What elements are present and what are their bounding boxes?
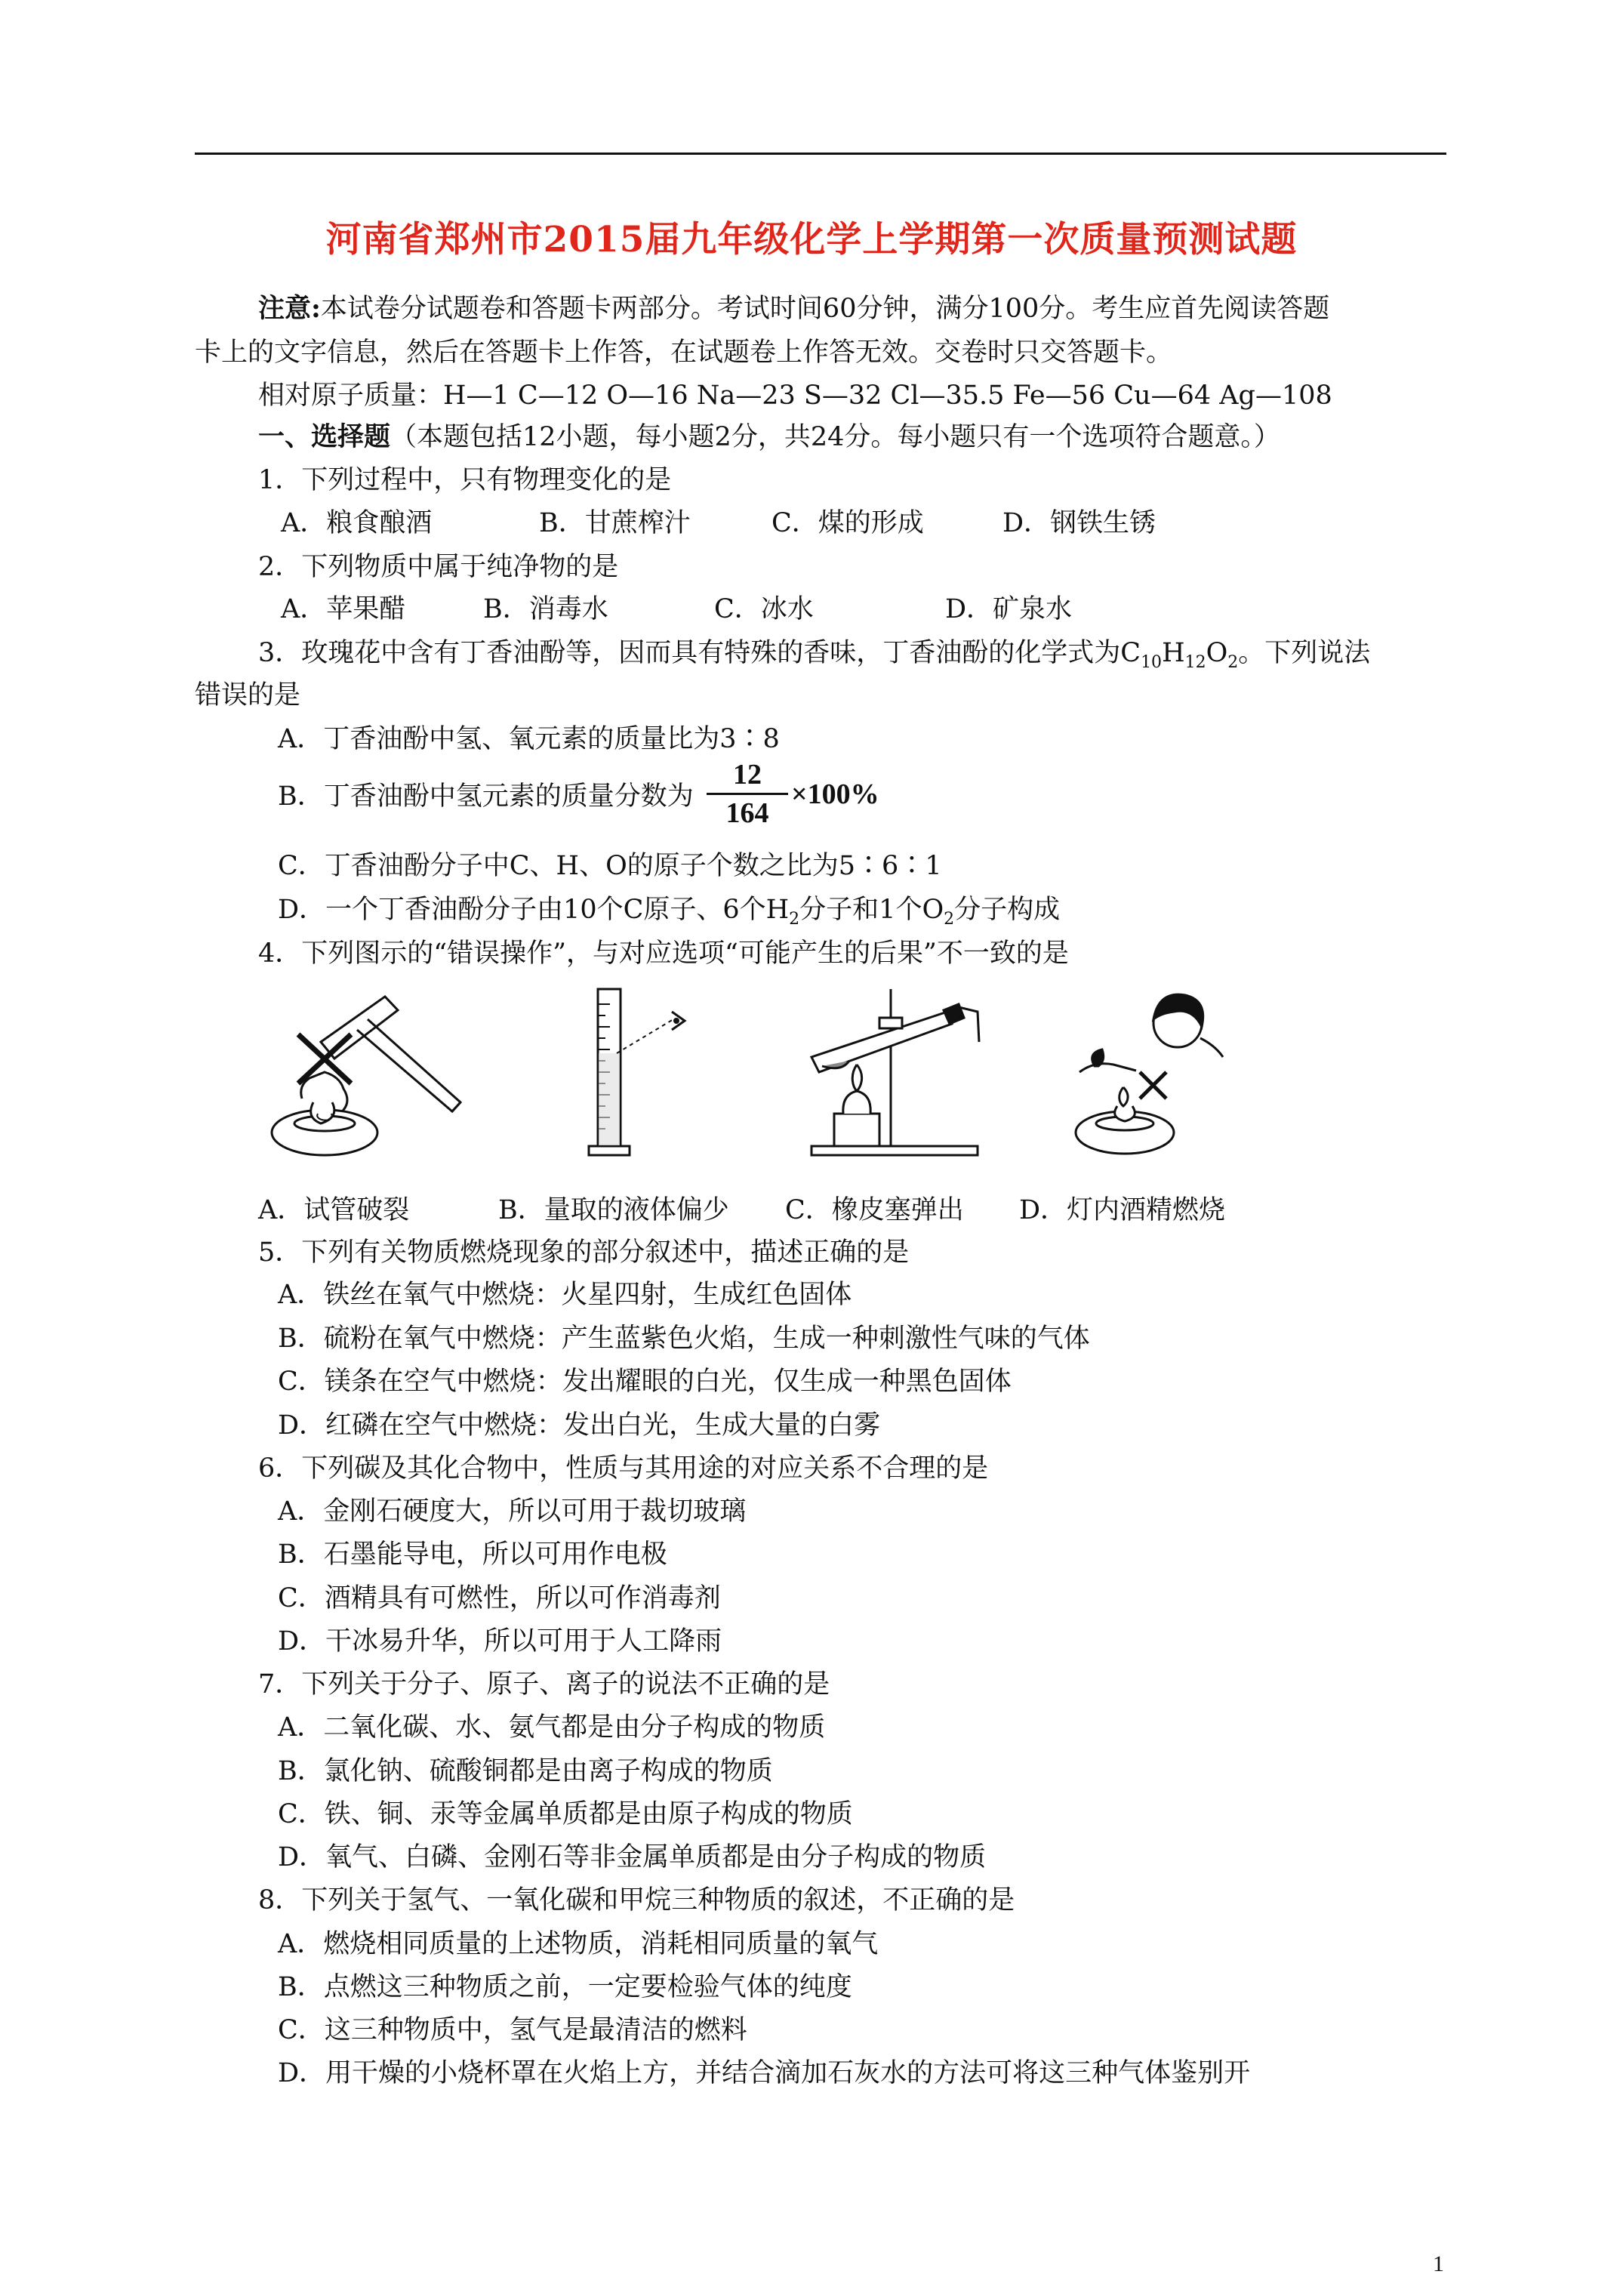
q3-option-d-text-1: D．一个丁香油酚分子由10个C原子、6个H	[278, 895, 790, 925]
notice-line-2: 卡上的文字信息，然后在答题卡上作答，在试题卷上作答无效。交卷时只交答题卡。	[195, 337, 1173, 368]
q3-option-d-text-3: 分子构成	[954, 895, 1061, 925]
q2-option-a: A．苹果醋	[281, 594, 406, 624]
q1-option-c: C．煤的形成	[771, 508, 924, 538]
q8-stem: 8．下列关于氢气、一氧化碳和甲烷三种物质的叙述，不正确的是	[258, 1885, 1015, 1915]
q3-fraction	[702, 758, 793, 830]
q1-option-b: B．甘蔗榨汁	[539, 508, 691, 538]
q3-fraction-numerator: 12	[733, 759, 762, 791]
q5-option-d: D．红磷在空气中燃烧：发出白光，生成大量的白雾	[278, 1410, 881, 1441]
q1-option-a: A．粮食酿酒	[281, 508, 433, 538]
q3-option-c: C．丁香油酚分子中C、H、O的原子个数之比为5∶6∶1	[278, 851, 942, 881]
q3-option-a: A．丁香油酚中氢、氧元素的质量比为3∶8	[278, 724, 780, 754]
q7-option-a: A．二氧化碳、水、氨气都是由分子构成的物质	[278, 1712, 826, 1743]
q2-option-c: C．冰水	[714, 594, 814, 624]
q2-option-d: D．矿泉水	[945, 594, 1073, 624]
q7-option-c: C．铁、铜、汞等金属单质都是由原子构成的物质	[278, 1799, 853, 1829]
q4-option-b: B．量取的液体偏少	[498, 1195, 729, 1225]
q3-sub-10: 10	[1141, 653, 1163, 672]
q4-option-a: A．试管破裂	[258, 1195, 410, 1225]
notice-label: 注意:	[258, 293, 321, 324]
q3-formula-o: O	[1206, 638, 1228, 668]
notice-text-1: 本试卷分试题卷和答题卡两部分。考试时间60分钟，满分100分。考生应首先阅读答题	[320, 294, 1330, 324]
q7-option-d: D．氧气、白磷、金刚石等非金属单质都是由分子构成的物质	[278, 1842, 987, 1872]
q3-stem-line-2: 错误的是	[195, 680, 301, 710]
q4-figure-c	[796, 982, 1000, 1163]
q4-figure-d	[1064, 982, 1246, 1166]
q6-option-c: C．酒精具有可燃性，所以可作消毒剂	[278, 1583, 721, 1613]
q2-stem: 2．下列物质中属于纯净物的是	[258, 552, 619, 582]
q5-option-b: B．硫粉在氧气中燃烧：产生蓝紫色火焰，生成一种刺激性气味的气体	[278, 1324, 1090, 1354]
q3-fraction-denominator: 164	[725, 797, 769, 829]
q3-option-d-sub-2: 2	[944, 910, 955, 929]
q8-option-b: B．点燃这三种物质之前，一定要检验气体的纯度	[278, 1972, 852, 2002]
q1-stem: 1．下列过程中，只有物理变化的是	[258, 465, 672, 495]
q3-fraction-tail: ×100%	[791, 778, 879, 810]
q4-stem: 4．下列图示的“错误操作”，与对应选项“可能产生的后果”不一致的是	[258, 938, 1069, 969]
q3-formula-h: H	[1162, 638, 1185, 668]
q8-option-d: D．用干燥的小烧杯罩在火焰上方，并结合滴加石灰水的方法可将这三种气体鉴别开	[278, 2058, 1251, 2088]
page-number: 1	[1433, 2251, 1444, 2276]
q4-figure-b	[575, 982, 711, 1163]
q3-sub-12: 12	[1184, 653, 1206, 672]
section-1-desc: （本题包括12小题，每小题2分，共24分。每小题只有一个选项符合题意。）	[390, 422, 1280, 452]
q5-stem: 5．下列有关物质燃烧现象的部分叙述中，描述正确的是	[258, 1237, 910, 1268]
q7-option-b: B．氯化钠、硫酸铜都是由离子构成的物质	[278, 1756, 773, 1786]
header-rule	[195, 153, 1446, 155]
q6-option-a: A．金刚石硬度大，所以可用于裁切玻璃	[278, 1496, 747, 1527]
section-1-label: 一、选择题	[258, 421, 391, 452]
q4-option-c: C．橡皮塞弹出	[785, 1195, 964, 1225]
q4-option-d: D．灯内酒精燃烧	[1019, 1195, 1226, 1225]
q5-option-c: C．镁条在空气中燃烧：发出耀眼的白光，仅生成一种黑色固体	[278, 1367, 1012, 1397]
q2-option-b: B．消毒水	[483, 594, 608, 624]
q3-sub-2: 2	[1227, 653, 1239, 672]
q3-stem-tail: 。下列说法	[1238, 638, 1371, 668]
notice-line-1	[258, 291, 1329, 326]
q3-fraction-bar	[707, 793, 788, 795]
q3-option-d	[278, 892, 1060, 927]
q3-option-b: B．丁香油酚中氢元素的质量分数为	[278, 781, 694, 812]
section-1-header	[258, 420, 1280, 455]
q8-option-c: C．这三种物质中，氢气是最清洁的燃料	[278, 2015, 747, 2045]
q3-stem-text: 3．玫瑰花中含有丁香油酚等，因而具有特殊的香味，丁香油酚的化学式为C	[258, 638, 1141, 668]
q1-option-d: D．钢铁生锈	[1002, 508, 1156, 538]
q3-stem	[258, 636, 1370, 670]
q3-option-d-text-2: 分子和1个O	[799, 895, 944, 925]
q5-option-a: A．铁丝在氧气中燃烧：火星四射，生成红色固体	[278, 1280, 852, 1310]
q3-option-d-sub-1: 2	[789, 910, 800, 929]
q6-option-b: B．石墨能导电，所以可用作电极	[278, 1539, 667, 1570]
page-title: 河南省郑州市2015届九年级化学上学期第一次质量预测试题	[325, 219, 1298, 260]
q6-option-d: D．干冰易升华，所以可用于人工降雨	[278, 1626, 722, 1657]
q4-figure-a	[268, 989, 510, 1163]
q6-stem: 6．下列碳及其化合物中，性质与其用途的对应关系不合理的是	[258, 1453, 989, 1484]
q7-stem: 7．下列关于分子、原子、离子的说法不正确的是	[258, 1669, 830, 1700]
atomic-masses: 相对原子质量：H—1 C—12 O—16 Na—23 S—32 Cl—35.5 Fe—56 Cu—64 Ag—108	[258, 381, 1332, 411]
q8-option-a: A．燃烧相同质量的上述物质，消耗相同质量的氧气	[278, 1929, 879, 1959]
